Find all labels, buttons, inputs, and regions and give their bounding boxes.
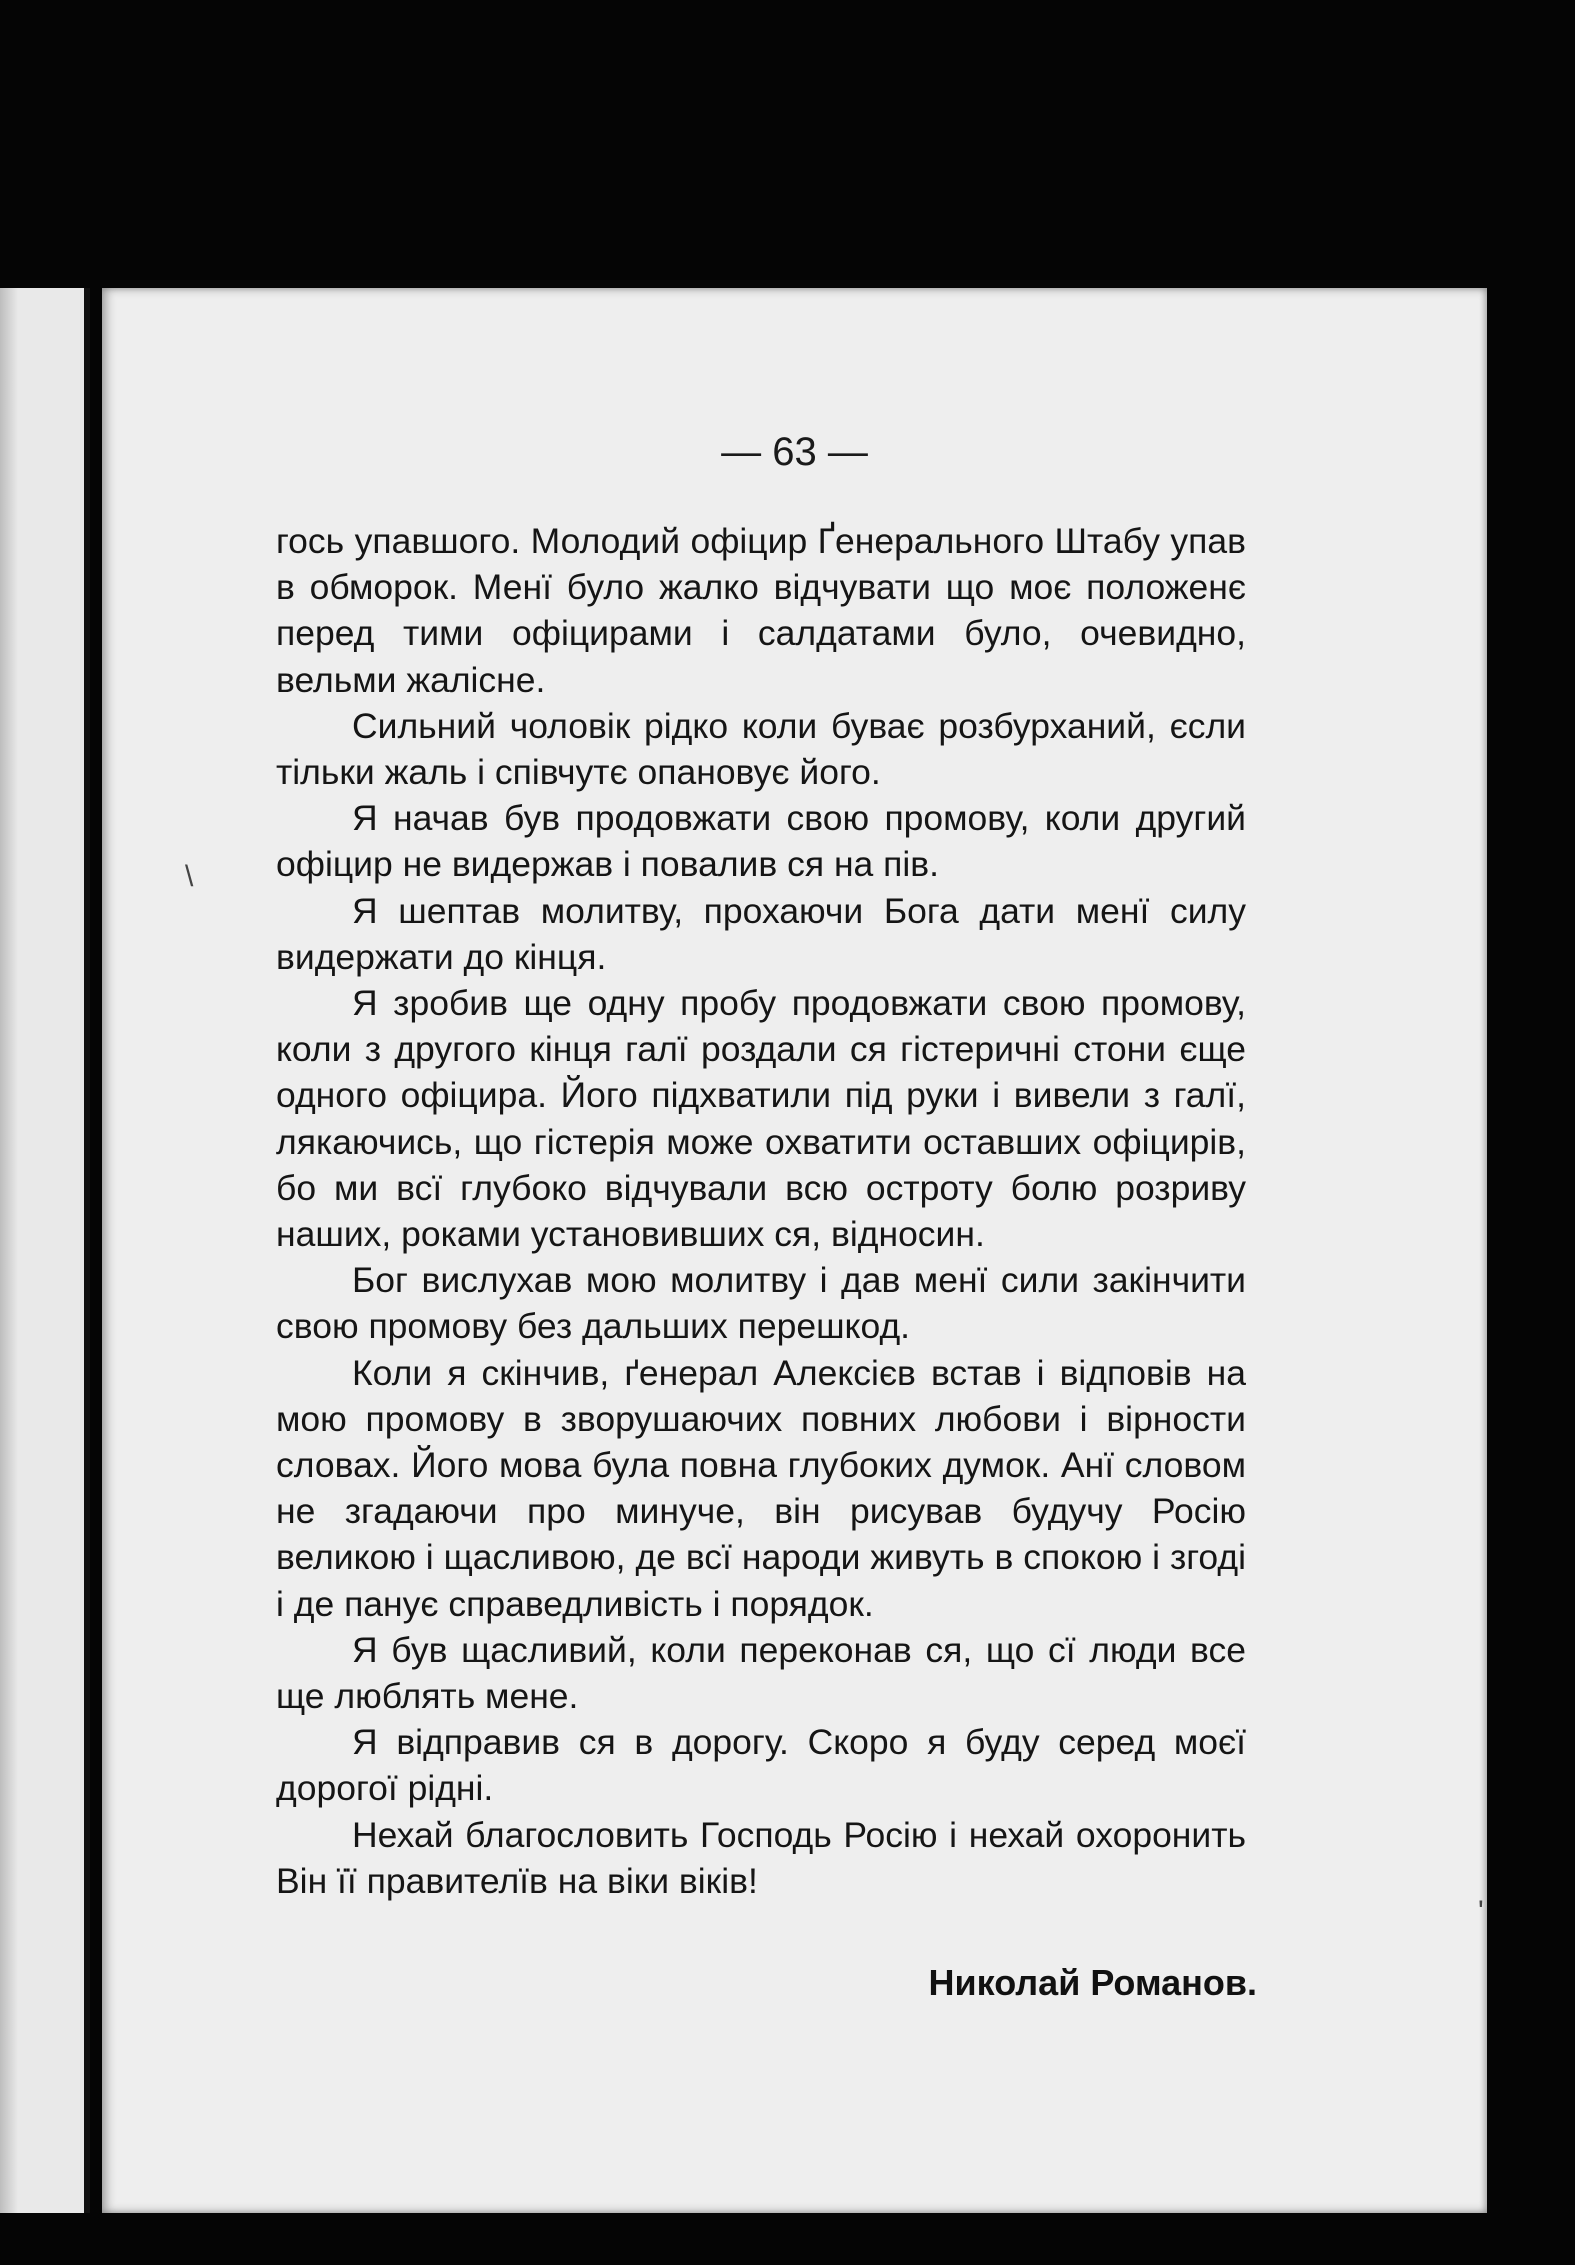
- paragraph: Я зробив ще одну пробу продовжати свою промову, коли з другого кінця галї роздали ся гістеричні стони єще одного офіцира. Його підхватили під руки і вивели з галї, лякаючись, що гістерія може охватити оставших офіцирів, бо ми всї глубоко відчували всю остроту болю розриву наших, роками установивших ся, відносин.: [276, 983, 1246, 1255]
- paragraph: Я відправив ся в дорогу. Скоро я буду серед моєї дорогої рідні.: [276, 1722, 1246, 1809]
- paragraph: Нехай благословить Господь Росію і нехай охоронить Він її правителїв на віки віків!: [276, 1814, 1246, 1901]
- paragraph: Бог вислухав мою молитву і дав менї сили закінчити свою промову без дальших перешкод.: [276, 1260, 1246, 1347]
- scan-mark: ': [1478, 1895, 1484, 1928]
- paragraph: Я шептав молитву, прохаючи Бога дати менї силу видержати до кінця.: [276, 890, 1246, 977]
- facing-page-shadow: [0, 288, 18, 2213]
- page-number: — 63 —: [721, 430, 868, 474]
- book-page: [102, 288, 1487, 2213]
- scan-mark: \: [185, 860, 194, 893]
- paragraph: Я був щасливий, коли переконав ся, що сї люди все ще люблять мене.: [276, 1629, 1246, 1717]
- page-body: [276, 518, 1246, 1904]
- paragraph: Коли я скінчив, ґенерал Алексієв встав і відповів на мою промову в зворушаючих повних любови і вірности словах. Його мова була повна глубоких думок. Анї словом не згадаючи про минуче, він рисував будучу Росію великою і щасливою, де всї народи живуть в спокою і згоді і де панує справедливість і порядок.: [276, 1352, 1246, 1624]
- facing-page-edge: [0, 288, 90, 2213]
- signature: Николай Романов.: [928, 1962, 1257, 2003]
- paragraph: Сильний чоловік рідко коли буває розбурханий, єсли тільки жаль і співчутє опановує його.: [276, 705, 1246, 793]
- paragraph: гось упавшого. Молодий офіцир Ґенерального Штабу упав в обморок. Менї було жалко відчувати що моє положенє перед тими офіцирами і салдатами було, очевидно, вельми жалісне.: [276, 521, 1246, 700]
- paragraph: Я начав був продовжати свою промову, коли другий офіцир не видержав і повалив ся на пів.: [276, 798, 1246, 885]
